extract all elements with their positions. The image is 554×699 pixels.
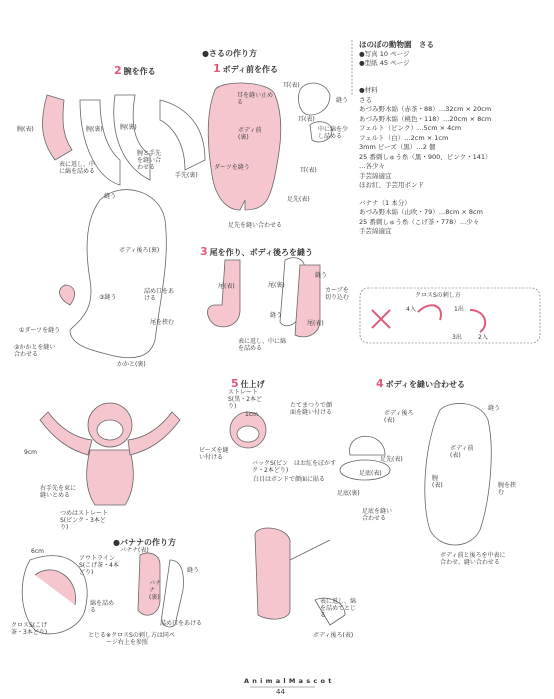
saru-item: …各少々 [359, 162, 385, 170]
cross-n4: 4入 [406, 306, 416, 313]
monkey-arm-left [40, 412, 92, 455]
step-4-number: 4 [376, 377, 384, 390]
label-sole-front: 足底(表) [359, 470, 382, 477]
label-heel-join: ②かかとを縫い合わせる [14, 344, 56, 358]
label-body-back-back: ボディ後ろ(裏) [119, 247, 160, 254]
saru-item: あづみ野木綿（赤茶・88）…32cm × 20cm [359, 105, 492, 113]
label-body-back-front: ボディ後ろ(表) [384, 410, 414, 424]
label-foot-tip: 足先(表) [287, 196, 310, 203]
step-3-number: 3 [200, 245, 208, 258]
label-sew-3: ③縫う [99, 294, 117, 301]
banana-item: あづみ野木綿（山吹・79）…8cm × 8cm [359, 208, 483, 216]
label-straight-s: ストレートS(黒・2本どり) [228, 389, 262, 410]
label-ear-front-b: 耳(表) [298, 116, 315, 123]
label-ear-sew: 耳を縫い止める [237, 92, 274, 106]
label-outline-s: アウトラインS(こげ茶・4本どり) [79, 555, 119, 576]
step-2-title [114, 64, 156, 77]
label-beads: ビーズを縫い付ける [199, 447, 229, 461]
body-back-piece [70, 190, 166, 358]
step-5-number: 5 [231, 377, 239, 390]
label-stuff-open-b: 詰め口をあける [160, 620, 203, 627]
saru-item: 3mm ビーズ（黒）…2 個 [359, 143, 436, 151]
cross-box-title: クロスSの刺し方 [415, 292, 461, 299]
step-2-label: 腕を作る [123, 67, 156, 76]
label-tail-hold: 尾を挟む [150, 319, 175, 326]
label-tail-turn: 表に返し、中に綿を詰める [238, 338, 287, 352]
label-arm-back-1: 腕(裏) [86, 126, 103, 133]
label-foot-front-2: 足先(表) [380, 456, 403, 463]
label-dart-sew: ダーツを縫う [214, 164, 250, 171]
label-arm-back-2: 腕(裏) [120, 124, 137, 131]
monkey-body [87, 450, 134, 505]
label-cross-ref: ※クロスSの刺し方は同ページ右上を参照 [106, 632, 175, 646]
label-sew-tail-r: 縫う [315, 272, 328, 279]
label-tail-front-2: 尾(表) [307, 320, 324, 327]
label-vert-gather: たてまつりで顔面を縫い付ける [290, 402, 333, 416]
ear-piece [298, 83, 330, 115]
label-sole-join: 足底を縫い合わせる [362, 508, 393, 522]
label-sew-tail: 縫う [270, 312, 283, 319]
label-close: とじる [88, 632, 107, 639]
label-banana-sew: 縫う [187, 567, 200, 574]
label-body-front-back: ボディ前(裏) [238, 127, 262, 141]
saru-item: フェルト（ピンク）…5cm × 4cm [359, 124, 462, 132]
label-front-back-join: ボディ前と後ろを中表に合わせ、縫い合わせる [440, 552, 506, 566]
label-arm-hold: 腕を挟む [498, 482, 517, 496]
tail-front [208, 260, 241, 327]
info-block [359, 40, 434, 69]
label-tail-front: 尾(表) [218, 283, 235, 290]
cross-n2: 2入 [478, 334, 488, 341]
label-cotton-in: 中に綿を少し詰める [318, 126, 349, 140]
label-turn-close: 表に返し、綿を詰めてとじる [320, 598, 357, 619]
label-sew-arm: 縫う [104, 193, 117, 200]
step-4-title [376, 377, 465, 390]
step-3-label: 尾を作り、ボディ後ろを縫う [209, 248, 314, 257]
label-foot-join: 足先を縫い合わせる [228, 222, 283, 229]
label-size-1cm: 1cm [245, 411, 258, 418]
label-stuff-opening: 詰め口をあける [144, 288, 175, 302]
saru-item: 25 番刺しゅう糸（黒・900、ピンク・141） [359, 152, 492, 161]
label-turn-stuff: 表に返し、中に綿を詰める [59, 161, 96, 175]
saru-item: フェルト（白）…2cm × 1cm [359, 133, 449, 142]
materials-label: ●材料 [359, 86, 378, 94]
saru-label: さる [359, 95, 372, 104]
saru-item: ほお紅、手芸用ボンド [359, 181, 424, 189]
label-tail-back: 尾(裏) [268, 282, 285, 289]
info-photo: ●写真 10 ページ [359, 49, 410, 58]
step-1-label: ボディ前を作る [222, 65, 279, 74]
label-banana-back: バナナ(裏) [149, 580, 162, 601]
label-stuff-cotton: 綿を詰める [90, 600, 115, 614]
label-white-glue: 白目はボンドで顔面に貼る [253, 476, 326, 483]
label-ear-front-c: 耳(表) [300, 167, 317, 174]
step-2-number: 2 [114, 64, 122, 77]
label-back-s: バックS(ピンク・2本どり) [252, 460, 289, 474]
label-arm-front: 腕(表) [17, 126, 34, 133]
info-pattern: ●型紙 45 ページ [359, 59, 410, 67]
label-size-6cm: 6cm [31, 548, 44, 555]
label-body-back-final: ボディ後ろ(表) [313, 632, 354, 639]
step-1-title [213, 62, 278, 75]
tail-stub [60, 285, 75, 305]
materials-block [359, 86, 492, 237]
cross-n1: 1出 [454, 306, 464, 313]
label-sew-a: 縫う [336, 97, 349, 104]
banana-item: 25 番刺しゅう糸（こげ茶・778）…少々 [359, 217, 480, 226]
label-arm-front-4: 腕(表) [432, 475, 443, 489]
step-5-label: 仕上げ [240, 380, 265, 389]
banana-method-heading: ●バナナの作り方 [113, 538, 176, 547]
label-cross-s: クロスS(こげ茶・3本どり) [11, 622, 48, 636]
saru-method-heading: ●さるの作り方 [202, 49, 257, 58]
banana-item: 手芸綿適宜 [359, 227, 392, 235]
banana-label: バナナ（1 本分） [359, 198, 411, 207]
label-hand-back: 手先(裏) [175, 172, 198, 179]
label-size-9cm: 9cm [24, 449, 37, 456]
label-cut-curve: カーブを切り込む [325, 287, 350, 301]
label-hand-join: 腕と手先を縫い合わせる [137, 150, 162, 171]
label-hand-tip-bind: 右手先を束に縫いとめる [40, 485, 77, 499]
monkey-arm-right [128, 412, 180, 455]
step-3-title [200, 245, 313, 258]
step-1-number: 1 [213, 62, 221, 75]
label-sew-4: 縫う [488, 405, 501, 412]
arm-piece-hand [160, 100, 205, 170]
label-blush: ほお紅をぼかす [294, 460, 337, 467]
label-dart-1: ①ダーツを縫う [19, 327, 61, 334]
final-monkey [255, 528, 290, 619]
label-heel-back: かかと(裏) [117, 361, 146, 368]
page-number: 44 [276, 688, 285, 696]
footer-brand: A n i m a l M a s c o t [244, 677, 332, 685]
step-4-label: ボディを縫い合わせる [385, 380, 466, 389]
cross-n3: 3出 [452, 334, 462, 341]
saru-item: あづみ野木綿（桃色・118）…20cm × 8cm [359, 114, 492, 123]
saru-item: 手芸綿適宜 [359, 171, 392, 180]
arm-piece-front [42, 95, 72, 160]
info-title: ほのぼの動物園 さる [359, 40, 434, 49]
label-claw-s: つめはストレートS(ピンク・3本どり) [60, 510, 109, 531]
label-sole-back: 足底(裏) [337, 490, 360, 497]
label-ear-front-top: 耳(表) [283, 82, 300, 89]
label-body-front-front: ボディ前(表) [450, 445, 474, 459]
label-banana-front: バナナ(表) [120, 547, 149, 554]
